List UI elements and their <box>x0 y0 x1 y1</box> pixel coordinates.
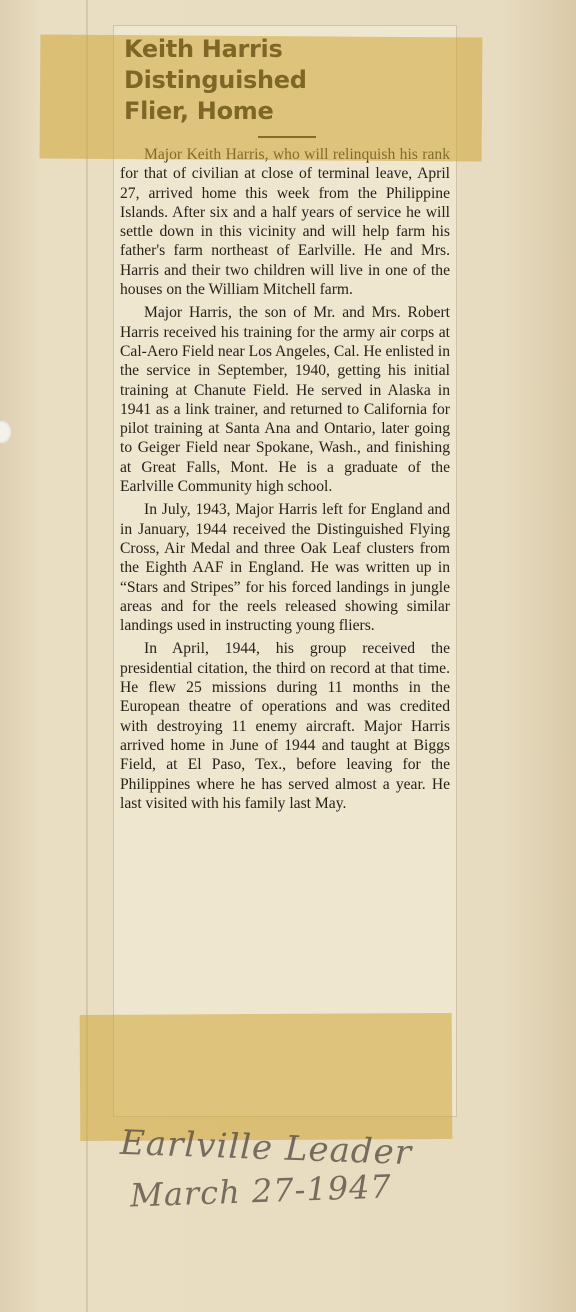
article-paragraph-3: In July, 1943, Major Harris left for England and in January, 1944 received the Distinguished Flying Cross, Air Medal and three Oak Leaf clusters from the Eighth AAF in England. He was written up in “Stars and Stripes” for his forced landings in jungle areas and for the reels released showing similar landings used in instructing young fliers. <box>120 501 450 635</box>
article-paragraph-2: Major Harris, the son of Mr. and Mrs. Robert Harris received his training for the army air corps at Cal-Aero Field near Los Angeles, Cal. He enlisted in the service in September, 1940, getting his initial training at Chanute Field. He served in Alaska in 1941 as a link trainer, and returned to California for pilot training at Santa Ana and Ontario, later going to Geiger Field near Spokane, Wash., and finishing at Great Falls, Mont. He is a graduate of the Earlville Community high school. <box>120 304 450 496</box>
article-body <box>120 145 450 817</box>
handwritten-source: Earlville Leader <box>119 1122 413 1174</box>
article-paragraph-1: for that of civilian at close of terminal leave, April 27, arrived home this week from the Philippine Islands. After six and a half years of service he will settle down in this vicinity and will help farm his father's farm northeast of Earlville. He and Mrs. Harris and their two children will live in one of the houses on the William Mitchell farm. <box>120 165 450 299</box>
tape-strip-bottom <box>80 1013 453 1141</box>
handwritten-date: March 27-1947 <box>129 1167 393 1215</box>
article-paragraph-4: In April, 1944, his group received the presidential citation, the third on record at that time. He flew 25 missions during 11 months in the European theatre of operations and was credited with destroying 11 enemy aircraft. Major Harris arrived home in June of 1944 and taught at Biggs Field, at El Paso, Tex., before leaving for the Philippines where he has served almost a year. He last visited with his family last May. <box>120 640 450 812</box>
tape-strip-top <box>40 34 483 161</box>
